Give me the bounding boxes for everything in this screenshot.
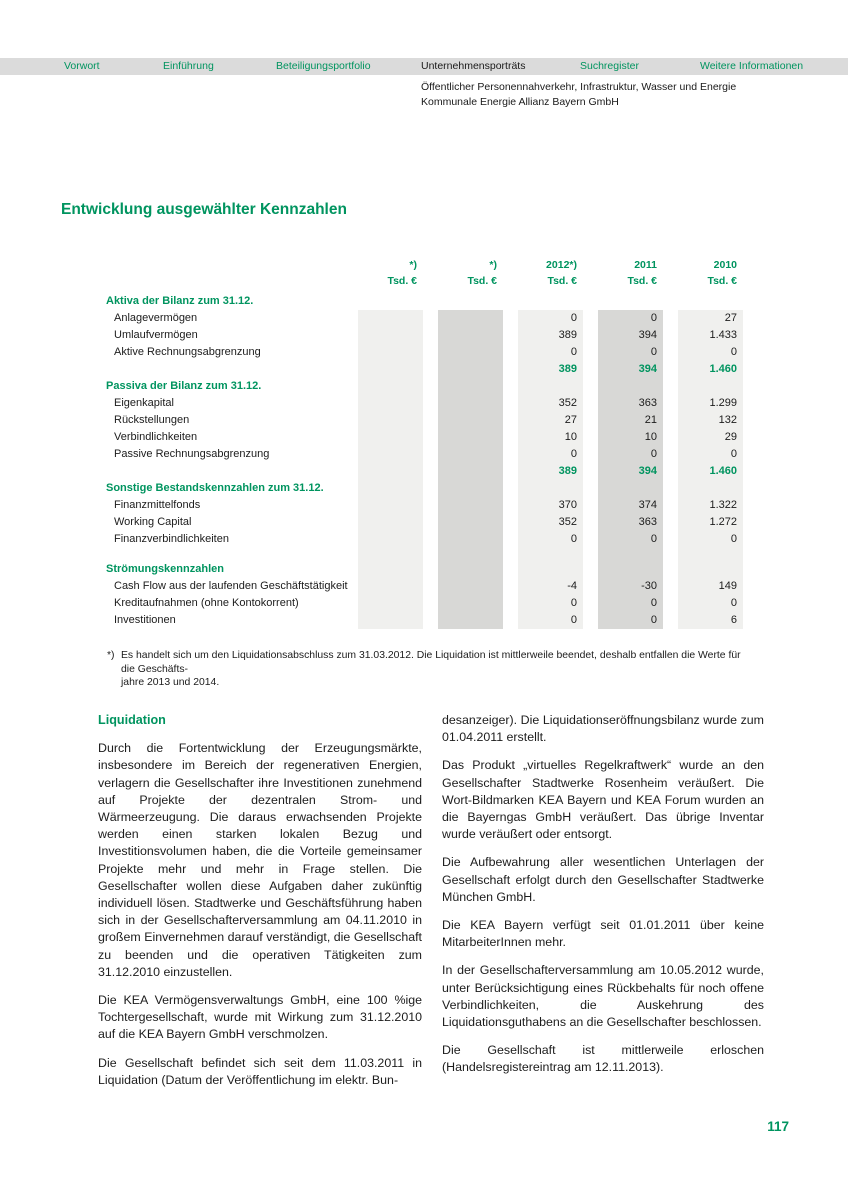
table-row (106, 429, 758, 446)
value-cell (438, 327, 503, 345)
col-year-header: 2012*) (546, 259, 577, 271)
value-cell: 10 (518, 429, 583, 447)
value-cell (358, 327, 423, 345)
table-total-row (106, 463, 758, 480)
value-cell: 0 (518, 310, 583, 328)
value-cell: 27 (678, 310, 743, 328)
value-cell (438, 446, 503, 464)
value-cell: 363 (598, 395, 663, 413)
value-cell: 370 (518, 497, 583, 515)
breadcrumb-company: Kommunale Energie Allianz Bayern GmbH (421, 96, 619, 108)
value-cell: 132 (678, 412, 743, 430)
row-label: Investitionen (114, 614, 176, 626)
value-cell: 1.299 (678, 395, 743, 413)
table-total-row (106, 361, 758, 378)
value-cell: 1.322 (678, 497, 743, 515)
value-cell (598, 561, 663, 578)
value-cell: 0 (518, 344, 583, 362)
value-cell (438, 612, 503, 629)
paragraph: Das Produkt „virtuelles Regelkraftwerk“ wurde an den Gesellschafter Stadtwerke Rosenheim veräußert. Die Wort-Bildmarken KEA Bayern und KEA Forum wurden an die Bayerngas GmbH veräußert. Das übrige Inventar wurde veräußert oder entsorgt. (442, 758, 764, 842)
value-cell: 0 (598, 310, 663, 328)
table-row (106, 327, 758, 344)
value-cell (358, 531, 423, 548)
row-label: Aktive Rechnungsabgrenzung (114, 346, 261, 358)
value-cell (438, 293, 503, 310)
value-cell (358, 514, 423, 532)
table-header-units (106, 273, 758, 289)
value-cell (438, 531, 503, 548)
value-cell (438, 361, 503, 378)
value-cell: 0 (678, 446, 743, 464)
row-label (106, 463, 343, 480)
value-cell (518, 480, 583, 497)
col-year-header: *) (489, 259, 497, 271)
value-cell (358, 361, 423, 378)
table-section-row (106, 293, 758, 310)
page-number: 117 (767, 1119, 789, 1134)
value-cell (438, 395, 503, 413)
value-cell: 389 (518, 327, 583, 345)
value-cell (358, 480, 423, 497)
value-cell (678, 548, 743, 561)
article-heading: Liquidation (98, 713, 166, 727)
value-cell (678, 293, 743, 310)
value-cell (598, 480, 663, 497)
value-cell (358, 463, 423, 480)
value-cell: -30 (598, 578, 663, 596)
value-cell (358, 344, 423, 362)
table-row (106, 310, 758, 327)
value-cell (358, 561, 423, 578)
value-cell (438, 497, 503, 515)
article-right-column (442, 712, 764, 1088)
value-cell (438, 514, 503, 532)
nav-item-suchregister[interactable]: Suchregister (580, 60, 639, 72)
value-cell: 0 (518, 531, 583, 548)
value-cell (358, 378, 423, 395)
value-cell: 352 (518, 514, 583, 532)
value-cell: 27 (518, 412, 583, 430)
row-label: Verbindlichkeiten (114, 431, 198, 443)
table-row (106, 395, 758, 412)
table-row (106, 514, 758, 531)
value-cell (598, 548, 663, 561)
value-cell (438, 548, 503, 561)
col-year-header: *) (409, 259, 417, 271)
value-cell (358, 578, 423, 596)
table-row (106, 497, 758, 514)
page-title: Entwicklung ausgewählter Kennzahlen (61, 201, 347, 218)
section-label: Aktiva der Bilanz zum 31.12. (106, 295, 254, 307)
value-cell: 0 (598, 595, 663, 613)
col-unit-header: Tsd. € (627, 275, 657, 287)
value-cell (358, 595, 423, 613)
value-cell (358, 548, 423, 561)
value-cell (358, 497, 423, 515)
col-unit-header: Tsd. € (387, 275, 417, 287)
value-cell (438, 310, 503, 328)
row-label: Umlaufvermögen (114, 329, 198, 341)
value-cell (358, 429, 423, 447)
value-cell: 374 (598, 497, 663, 515)
value-cell (358, 293, 423, 310)
value-cell (438, 561, 503, 578)
value-cell: 352 (518, 395, 583, 413)
row-label (106, 361, 343, 378)
value-cell (358, 612, 423, 629)
value-cell (678, 378, 743, 395)
header-spacer (106, 273, 343, 289)
value-cell (358, 310, 423, 328)
kennzahlen-table (106, 257, 758, 629)
value-cell (358, 446, 423, 464)
value-cell (438, 578, 503, 596)
table-row (106, 595, 758, 612)
row-label (106, 548, 343, 561)
value-cell: 1.433 (678, 327, 743, 345)
value-cell (518, 561, 583, 578)
section-label: Passiva der Bilanz zum 31.12. (106, 380, 262, 392)
value-cell (678, 480, 743, 497)
value-cell (518, 378, 583, 395)
value-cell (438, 429, 503, 447)
value-cell: 1.460 (678, 463, 743, 480)
footnote-line-2: jahre 2013 und 2014. (121, 677, 220, 688)
value-cell: 0 (598, 612, 663, 629)
paragraph: Die KEA Vermögensverwaltungs GmbH, eine 100 %ige Tochtergesellschaft, wurde mit Wirkung zum 31.12.2010 auf die KEA Bayern GmbH verschmolzen. (98, 993, 422, 1042)
row-label: Finanzmittelfonds (114, 499, 201, 511)
col-unit-header: Tsd. € (707, 275, 737, 287)
table-section-row (106, 378, 758, 395)
value-cell: 149 (678, 578, 743, 596)
nav-item-weitere-informationen[interactable]: Weitere Informationen (700, 60, 804, 72)
top-nav-bar (0, 58, 848, 75)
value-cell (438, 480, 503, 497)
row-label: Passive Rechnungsabgrenzung (114, 448, 270, 460)
value-cell: 394 (598, 463, 663, 480)
value-cell: 394 (598, 361, 663, 378)
value-cell (598, 378, 663, 395)
col-unit-header: Tsd. € (547, 275, 577, 287)
nav-item-unternehmensportr-ts[interactable]: Unternehmensporträts (421, 60, 526, 72)
value-cell (358, 412, 423, 430)
section-label: Strömungskennzahlen (106, 563, 224, 575)
row-label: Working Capital (114, 516, 192, 528)
value-cell: 389 (518, 361, 583, 378)
table-spacer-row (106, 548, 758, 561)
paragraph: Die KEA Bayern verfügt seit 01.01.2011 über keine MitarbeiterInnen mehr. (442, 918, 764, 950)
article-left-column (98, 712, 422, 1100)
value-cell: 1.460 (678, 361, 743, 378)
value-cell: 0 (598, 446, 663, 464)
table-row (106, 612, 758, 629)
value-cell: 6 (678, 612, 743, 629)
col-year-header: 2011 (634, 259, 657, 271)
row-label: Finanzverbindlichkeiten (114, 533, 229, 545)
value-cell: 21 (598, 412, 663, 430)
table-header-years (106, 257, 758, 273)
paragraph: Die Gesellschaft ist mittlerweile erloschen (Handelsregistereintrag am 12.11.2013). (442, 1043, 764, 1075)
nav-item-vorwort[interactable]: Vorwort (64, 60, 100, 72)
footnote-text (121, 649, 751, 690)
value-cell: 0 (518, 446, 583, 464)
section-label: Sonstige Bestandskennzahlen zum 31.12. (106, 482, 324, 494)
paragraph: In der Gesellschafterversammlung am 10.05.2012 wurde, unter Berücksichtigung eines Rückbehalts für noch offene Verbindlichkeiten, die Auskehrung des Liquidationsguthabens an die Gesellschafter beschlossen. (442, 963, 764, 1030)
value-cell (518, 293, 583, 310)
paragraph: Durch die Fortentwicklung der Erzeugungsmärkte, insbesondere im Bereich der regenerativen Energien, verlagern die Gesellschafter ihre Investitionen zunehmend auf Projekte der dezentralen Strom- und Wärmeerzeugung. Die daraus erwachsenden Projekte werden einen starken lokalen Bezug und Investitionsvolumen haben, die die Vorteile gemeinsamer Projekte mehr und mehr in Frage stellen. Die Gesellschafter wollen diese Aufgaben daher zukünftig individuell lösen. Stadtwerke und Geschäftsführung haben sich in der Gesellschafterversammlung am 04.11.2010 in großem Einvernehmen darauf verständigt, die Gesellschaft zu beenden und die operativen Tätigkeiten zum 31.12.2010 einzustellen. (98, 741, 422, 979)
table-footnote (107, 649, 751, 690)
table-row (106, 412, 758, 429)
footnote-line-1: Es handelt sich um den Liquidationsabschluss zum 31.03.2012. Die Liquidation ist mittlerweile beendet, deshalb entfallen die Werte für die Geschäfts- (121, 650, 741, 675)
col-unit-header: Tsd. € (467, 275, 497, 287)
nav-item-einf-hrung[interactable]: Einführung (163, 60, 214, 72)
table-row (106, 531, 758, 548)
value-cell: 0 (598, 531, 663, 548)
value-cell: 0 (598, 344, 663, 362)
breadcrumb-category: Öffentlicher Personennahverkehr, Infrastruktur, Wasser und Energie (421, 81, 737, 93)
footnote-marker: *) (107, 650, 115, 661)
value-cell: 1.272 (678, 514, 743, 532)
value-cell (358, 395, 423, 413)
paragraph: Die Aufbewahrung aller wesentlichen Unterlagen der Gesellschaft erfolgt durch den Gesellschafter Stadtwerke München GmbH. (442, 855, 764, 904)
row-label: Anlagevermögen (114, 312, 198, 324)
nav-item-beteiligungsportfolio[interactable]: Beteiligungsportfolio (276, 60, 371, 72)
value-cell (438, 595, 503, 613)
col-year-header: 2010 (713, 259, 737, 271)
value-cell: 363 (598, 514, 663, 532)
table-row (106, 578, 758, 595)
value-cell: 10 (598, 429, 663, 447)
value-cell: 389 (518, 463, 583, 480)
value-cell (678, 561, 743, 578)
table-row (106, 446, 758, 463)
header-spacer (106, 257, 343, 273)
value-cell: 0 (678, 344, 743, 362)
row-label: Eigenkapital (114, 397, 174, 409)
value-cell: -4 (518, 578, 583, 596)
value-cell (518, 548, 583, 561)
value-cell (438, 463, 503, 480)
table-section-row (106, 561, 758, 578)
value-cell: 0 (678, 531, 743, 548)
value-cell: 0 (678, 595, 743, 613)
row-label: Kreditaufnahmen (ohne Kontokorrent) (114, 597, 299, 609)
row-label: Rückstellungen (114, 414, 190, 426)
table-section-row (106, 480, 758, 497)
paragraph: Die Gesellschaft befindet sich seit dem 11.03.2011 in Liquidation (Datum der Veröffentlichung im elektr. Bun- (98, 1055, 422, 1087)
value-cell: 0 (518, 595, 583, 613)
value-cell (438, 378, 503, 395)
value-cell (438, 344, 503, 362)
value-cell: 29 (678, 429, 743, 447)
row-label: Cash Flow aus der laufenden Geschäftstätigkeit (114, 580, 348, 592)
value-cell (598, 293, 663, 310)
value-cell: 0 (518, 612, 583, 629)
table-row (106, 344, 758, 361)
value-cell (438, 412, 503, 430)
value-cell: 394 (598, 327, 663, 345)
paragraph: desanzeiger). Die Liquidationseröffnungsbilanz wurde zum 01.04.2011 erstellt. (442, 713, 764, 745)
